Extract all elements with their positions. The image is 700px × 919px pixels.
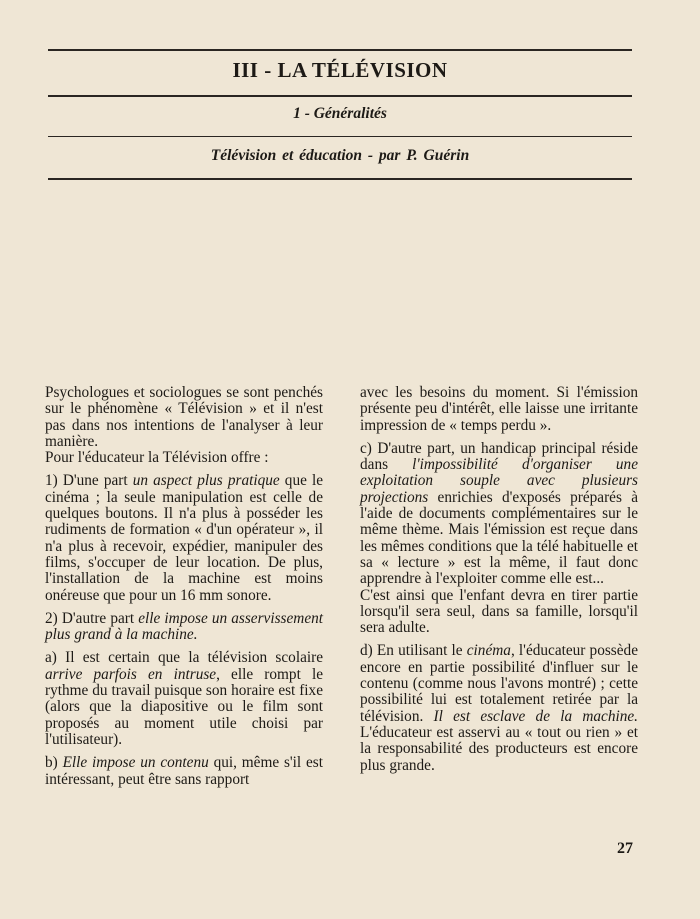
paragraph-text: , l'éducateur possède encore en partie possibilité d'influer sur le contenu (comme nous l'avons montré) ; cette possibilité lui est totalement retirée par la télévision.	[360, 642, 638, 725]
emphasis-text: elle impose un asservissement plus grand à la machine.	[45, 609, 324, 644]
emphasis-text: cinéma	[466, 642, 511, 660]
paragraph-text: que le cinéma ; la seule manipulation est celle de quelques boutons. Il n'a plus à posséder les rudiments de formation « d'un opérateur », il n'a plus à recevoir, expédier, manipuler des films, s'occuper de leur location. De plus, l'installation de la machine est moins onéreuse que pour un 16 mm sonore.	[45, 472, 324, 604]
paragraph-text: avec les besoins du moment. Si l'émission présente peu d'intérêt, elle laisse une irritante impression de « temps perdu ».	[360, 384, 638, 434]
emphasis-text: Elle impose un contenu	[62, 754, 209, 772]
paragraph-text: C'est ainsi que l'enfant devra en tirer partie lorsqu'il sera seul, dans sa famille, lorsqu'il sera adulte.	[360, 586, 638, 637]
section-subtitle: 1 - Généralités	[293, 105, 387, 122]
paragraph	[45, 450, 323, 466]
byline-rule	[48, 178, 632, 180]
paragraph-text: d) En utilisant le	[360, 642, 467, 660]
paragraph	[360, 588, 638, 637]
page-number: 27	[617, 840, 633, 857]
top-rule	[48, 49, 632, 51]
paragraph	[45, 385, 323, 450]
body-column-right	[360, 385, 638, 781]
body-column-left	[45, 385, 323, 795]
emphasis-text: l'impossibilité d'organiser une exploitation souple avec plusieurs projections	[360, 456, 638, 506]
emphasis-text: un aspect plus pratique	[132, 472, 280, 490]
emphasis-text: arrive parfois en intruse	[45, 665, 217, 683]
emphasis-text: Il est esclave de la machine.	[433, 707, 638, 725]
paragraph-text: c) D'autre part, un handicap principal réside dans	[360, 439, 638, 474]
paragraph-text: b)	[45, 754, 63, 772]
paragraph-text: 2) D'autre part	[45, 609, 139, 627]
paragraph-text: Pour l'éducateur la Télévision offre :	[45, 449, 269, 467]
paragraph	[45, 473, 323, 603]
paragraph	[45, 650, 323, 748]
paragraph-text: Psychologues et sociologues se sont penchés sur le phénomène « Télévision » et il n'est pas dans nos intentions de l'analyser à leur manière.	[45, 384, 323, 450]
chapter-title: III - LA TÉLÉVISION	[232, 58, 448, 82]
title-rule	[48, 95, 632, 97]
paragraph-text: enrichies d'exposés préparés à l'aide de documents complémentaires sur le même thème. Mais l'émission est reçue dans les mêmes conditions que la télé habituelle et sa « lecture » est la même, il faut donc apprendre à l'exploiter comme elle est...	[360, 488, 638, 588]
paragraph-text: qui, même s'il est intéressant, peut être sans rapport	[45, 754, 323, 788]
subtitle-rule	[48, 136, 632, 137]
paragraph	[45, 611, 323, 644]
paragraph-text: , elle rompt le rythme du travail puisque son horaire est fixe (alors que la diapositive ou le film sont proposés au moment utile choisi par l'utilisateur).	[45, 665, 323, 748]
paragraph-text: a) Il est certain que la télévision scolaire	[45, 649, 323, 667]
paragraph-text: 1) D'une part	[45, 472, 133, 490]
paragraph	[45, 755, 323, 788]
paragraph	[360, 385, 638, 434]
paragraph	[360, 441, 638, 588]
paragraph	[360, 643, 638, 773]
article-byline: Télévision et éducation - par P. Guérin	[210, 147, 470, 164]
paragraph-text: L'éducateur est asservi au « tout ou rien » et la responsabilité des producteurs est encore plus grande.	[360, 723, 638, 774]
